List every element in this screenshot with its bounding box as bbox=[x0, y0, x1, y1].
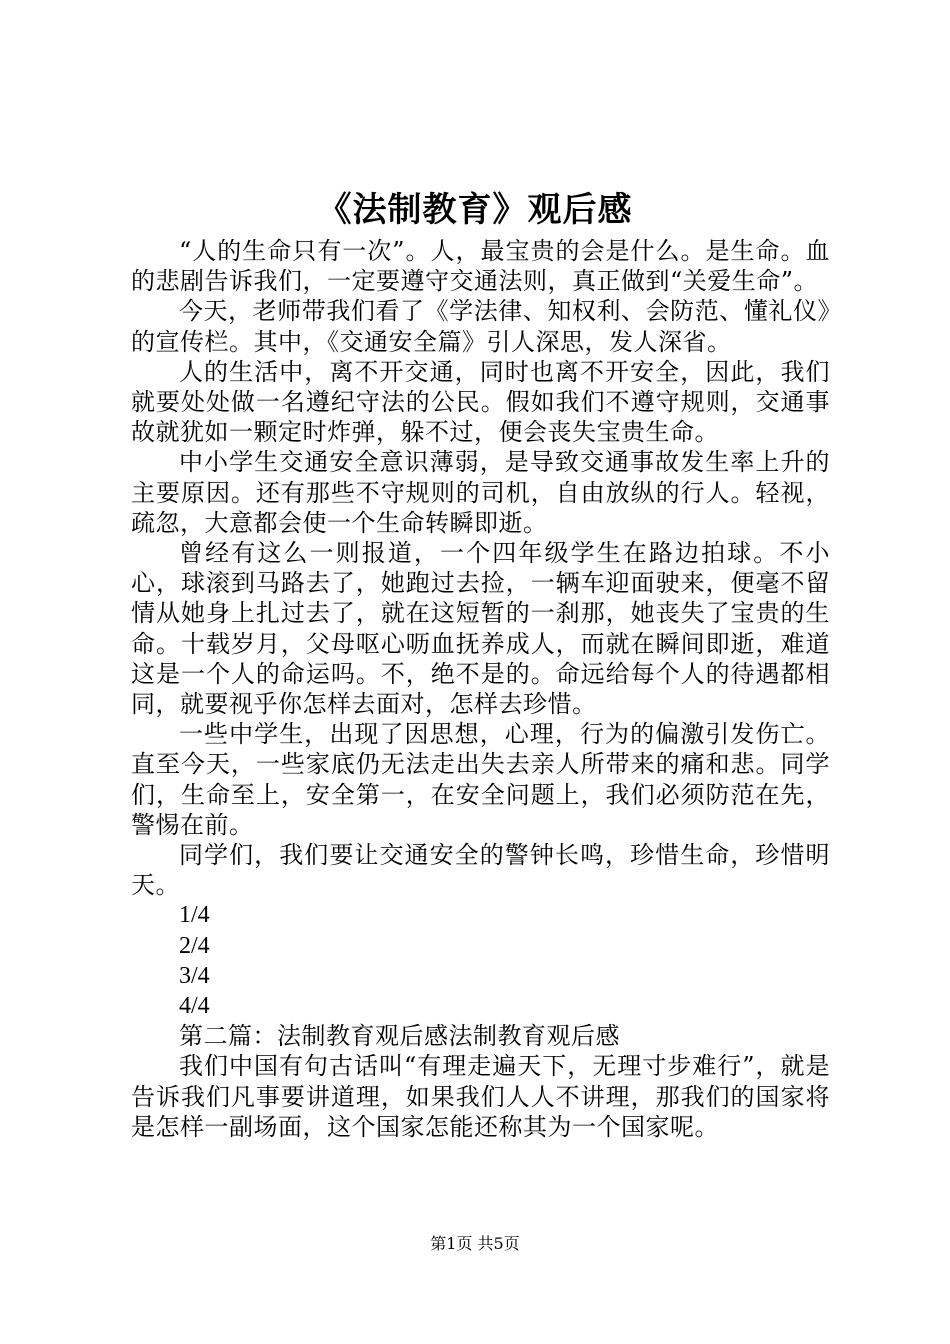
section-heading: 第二篇：法制教育观后感法制教育观后感 bbox=[179, 1022, 620, 1051]
paragraph: 人的生活中，离不开交通，同时也离不开安全，因此，我们就要处处做一名遵纪守法的公民。假如我们不遵守规则，交通事故就犹如一颗定时炸弹，躲不过，便会丧失宝贵生命。 bbox=[131, 357, 830, 447]
paragraph: 我们中国有句古话叫“有理走遍天下，无理寸步难行”，就是告诉我们凡事要讲道理，如果我们人人不讲理，那我们的国家将是怎样一副场面，这个国家怎能还称其为一个国家呢。 bbox=[131, 1052, 830, 1141]
paragraph: “人的生命只有一次”。人，最宝贵的会是什么。是生命。血的悲剧告诉我们，一定要遵守交通法则，真正做到“关爱生命”。 bbox=[131, 237, 830, 296]
page-marker: 4/4 bbox=[179, 993, 210, 1020]
paragraph: 曾经有这么一则报道，一个四年级学生在路边拍球。不小心，球滚到马路去了，她跑过去捡，一辆车迎面驶来，便毫不留情从她身上扎过去了，就在这短暂的一刹那，她丧失了宝贵的生命。十载岁月，父母呕心呖血抚养成人，而就在瞬间即逝，难道这是一个人的命运吗。不，绝不是的。命远给每个人的待遇都相同，就要视乎你怎样去面对，怎样去珍惜。 bbox=[131, 539, 830, 719]
paragraph: 今天，老师带我们看了《学法律、知权利、会防范、懂礼仪》的宣传栏。其中，《交通安全篇》引人深思，发人深省。 bbox=[131, 297, 830, 356]
page-title: 《法制教育》观后感 bbox=[317, 190, 633, 230]
page-marker: 1/4 bbox=[179, 902, 210, 929]
page-marker: 2/4 bbox=[179, 932, 210, 959]
page-marker: 3/4 bbox=[179, 962, 210, 989]
page-footer: 第1页 共5页 bbox=[430, 1234, 520, 1253]
paragraph: 中小学生交通安全意识薄弱，是导致交通事故发生率上升的主要原因。还有那些不守规则的司机，自由放纵的行人。轻视，疏忽，大意都会使一个生命转瞬即逝。 bbox=[131, 448, 830, 537]
document-body bbox=[131, 236, 830, 1142]
paragraph: 一些中学生，出现了因思想，心理，行为的偏激引发伤亡。直至今天，一些家底仍无法走出失去亲人所带来的痛和悲。同学们，生命至上，安全第一，在安全问题上，我们必须防范在先，警惕在前。 bbox=[131, 720, 830, 839]
paragraph: 同学们，我们要让交通安全的警钟长鸣，珍惜生命，珍惜明天。 bbox=[131, 841, 830, 900]
